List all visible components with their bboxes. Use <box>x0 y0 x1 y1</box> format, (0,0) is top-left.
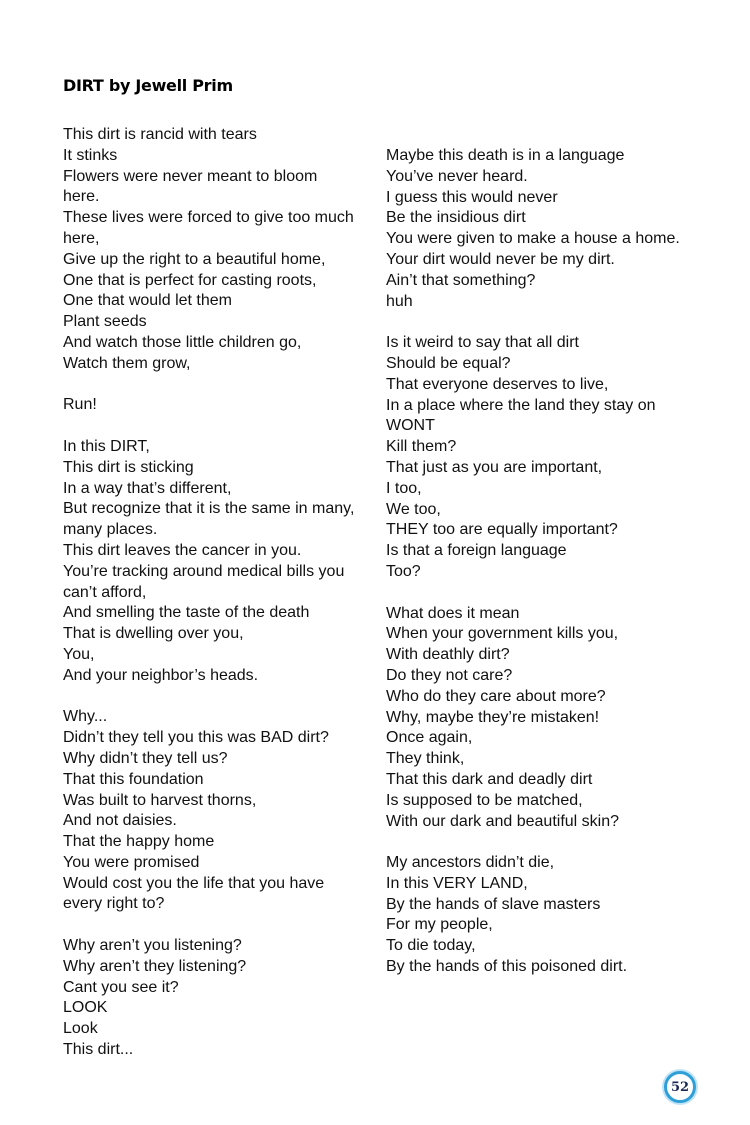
poem-line: Is supposed to be matched, <box>386 791 583 809</box>
poem-line: For my people, <box>386 916 493 934</box>
poem-line: And watch those little children go, <box>63 333 302 351</box>
stanza-break <box>63 915 368 936</box>
poem-line: can’t afford, <box>63 583 147 601</box>
stanza-break <box>386 832 706 853</box>
poem-line: In this VERY LAND, <box>386 874 528 892</box>
poem-line: In this DIRT, <box>63 437 150 455</box>
poem-line: With our dark and beautiful skin? <box>386 812 620 830</box>
poem-line: Would cost you the life that you have <box>63 874 325 892</box>
poem-line: Was built to harvest thorns, <box>63 791 257 809</box>
poem-line: These lives were forced to give too much <box>63 209 354 227</box>
poem-line: And smelling the taste of the death <box>63 604 310 622</box>
poem-line: Plant seeds <box>63 313 147 331</box>
stanza-break <box>63 375 368 396</box>
poem-line: Your dirt would never be my dirt. <box>386 250 615 268</box>
poem-line: Cant you see it? <box>63 978 179 996</box>
poem-line: This dirt leaves the cancer in you. <box>63 541 302 559</box>
poem-line: here, <box>63 229 100 247</box>
poem-line: When your government kills you, <box>386 625 619 643</box>
poem-line: That this dark and deadly dirt <box>386 770 593 788</box>
poem-line: Why, maybe they’re mistaken! <box>386 708 600 726</box>
poem-line: That the happy home <box>63 833 215 851</box>
poem-line: One that is perfect for casting roots, <box>63 271 317 289</box>
poem-line: Should be equal? <box>386 354 511 372</box>
poem-line: Watch them grow, <box>63 354 191 372</box>
poem-line: I too, <box>386 479 422 497</box>
stanza-break <box>386 583 706 604</box>
poem-line: Is that a foreign language <box>386 542 567 560</box>
poem-line: Didn’t they tell you this was BAD dirt? <box>63 729 329 747</box>
poem-right-column <box>386 146 706 978</box>
poem-line: Give up the right to a beautiful home, <box>63 250 326 268</box>
poem-line: But recognize that it is the same in many, <box>63 500 355 518</box>
poem-line: One that would let them <box>63 292 232 310</box>
poem-line: Is it weird to say that all dirt <box>386 334 579 352</box>
poem-line: LOOK <box>63 999 108 1017</box>
poem-line: Who do they care about more? <box>386 687 606 705</box>
page-number-badge <box>664 1071 696 1103</box>
stanza-break <box>63 416 368 437</box>
poem-line: Why aren’t you listening? <box>63 937 242 955</box>
poem-line: My ancestors didn’t die, <box>386 854 555 872</box>
page-number: 52 <box>670 1079 690 1095</box>
poem-line: By the hands of this poisoned dirt. <box>386 958 628 976</box>
poem-title: DIRT by Jewell Prim <box>63 76 233 95</box>
poem-line: This dirt... <box>63 1041 134 1059</box>
poem-line: You were given to make a house a home. <box>386 230 680 248</box>
poem-line: To die today, <box>386 937 476 955</box>
poem-line: That just as you are important, <box>386 458 603 476</box>
poem-line: here. <box>63 188 100 206</box>
poem-line: I guess this would never <box>386 188 558 206</box>
poem-line: It stinks <box>63 146 118 164</box>
poem-left-column <box>63 125 368 1061</box>
poem-line: And not daisies. <box>63 812 177 830</box>
poem-line: You were promised <box>63 853 200 871</box>
poem-line: With deathly dirt? <box>386 646 510 664</box>
poem-line: That this foundation <box>63 770 204 788</box>
poem-line: Why didn’t they tell us? <box>63 749 228 767</box>
poem-line: Maybe this death is in a language <box>386 147 625 164</box>
poem-line: That is dwelling over you, <box>63 625 244 643</box>
poem-line: We too, <box>386 500 441 518</box>
poem-line: That everyone deserves to live, <box>386 375 609 393</box>
poem-line: This dirt is sticking <box>63 458 194 476</box>
stanza-break <box>386 312 706 333</box>
poem-line: You’ve never heard. <box>386 167 528 185</box>
poem-line: huh <box>386 292 413 310</box>
poem-line: Run! <box>63 396 97 414</box>
poem-line: Kill them? <box>386 438 457 456</box>
poem-line: And your neighbor’s heads. <box>63 666 259 684</box>
poem-line: You’re tracking around medical bills you <box>63 562 345 580</box>
poem-line: You, <box>63 645 95 663</box>
poem-line: many places. <box>63 521 158 539</box>
poem-line: Too? <box>386 562 421 580</box>
poem-line: Ain’t that something? <box>386 271 536 289</box>
poem-line: every right to? <box>63 895 165 913</box>
poem-line: Look <box>63 1020 98 1038</box>
poem-line: They think, <box>386 750 465 768</box>
poem-line: Do they not care? <box>386 666 513 684</box>
stanza-break <box>63 687 368 708</box>
poem-line: THEY too are equally important? <box>386 521 618 539</box>
poem-line: Why... <box>63 708 108 726</box>
poem-line: What does it mean <box>386 604 520 622</box>
poem-line: Why aren’t they listening? <box>63 957 247 975</box>
poem-line: WONT <box>386 417 435 435</box>
poem-line: In a way that’s different, <box>63 479 232 497</box>
poem-line: Flowers were never meant to bloom <box>63 167 318 185</box>
poem-line: By the hands of slave masters <box>386 895 601 913</box>
poem-line: This dirt is rancid with tears <box>63 126 257 143</box>
poem-line: Once again, <box>386 729 473 747</box>
poem-line: Be the insidious dirt <box>386 209 526 227</box>
poem-line: In a place where the land they stay on <box>386 396 656 414</box>
